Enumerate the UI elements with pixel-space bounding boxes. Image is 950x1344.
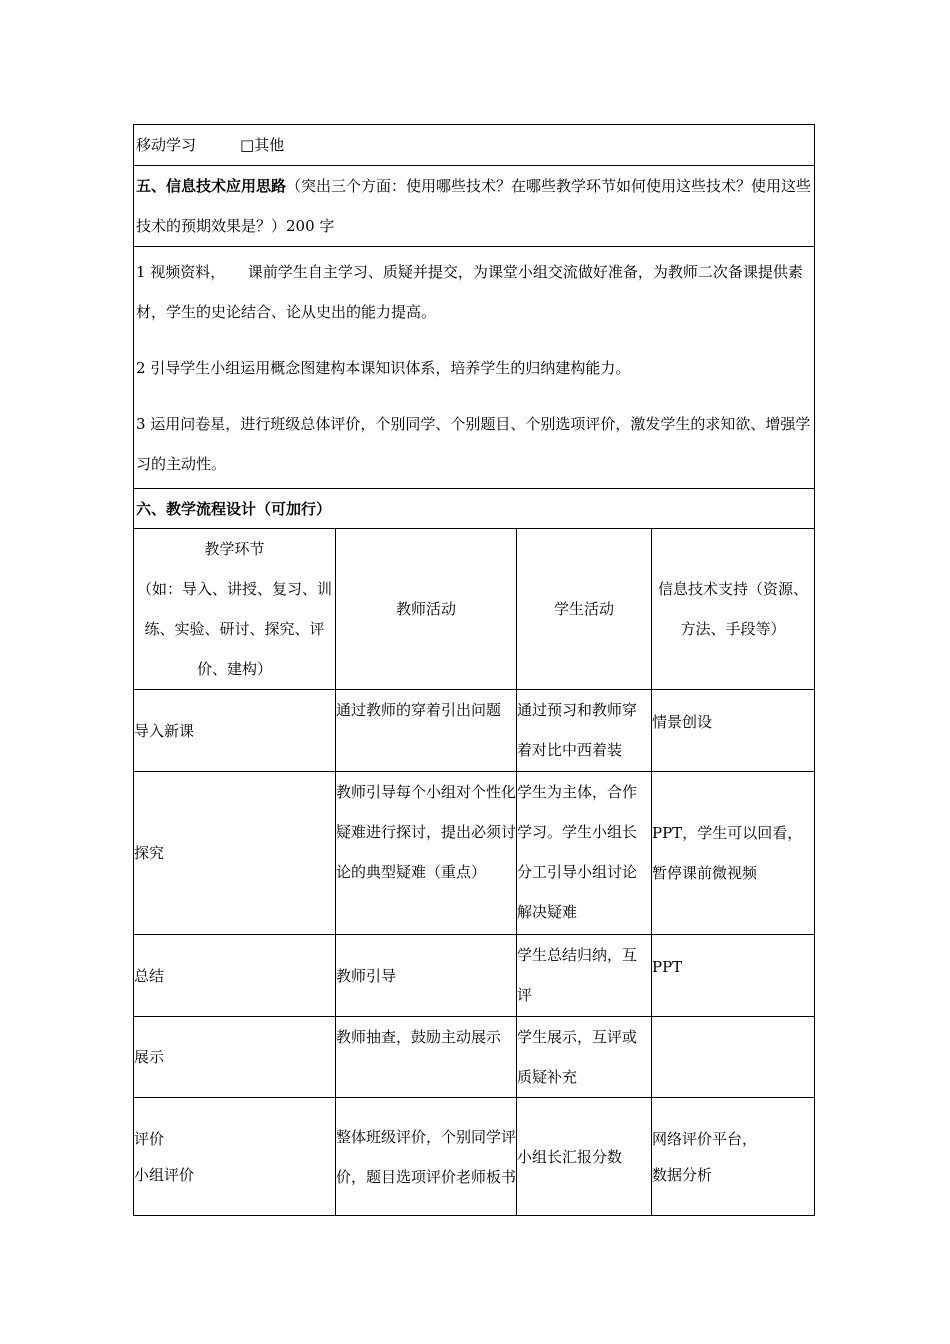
header-student-activity: 学生活动 <box>517 529 652 690</box>
top-row <box>134 125 815 166</box>
flow-header-row <box>134 529 815 690</box>
teacher-cell: 教师引导每个小组对个性化疑难进行探讨，提出必须讨论的典型疑难（重点） <box>336 772 517 935</box>
top-row-cell <box>134 125 815 166</box>
student-cell: 小组长汇报分数 <box>517 1098 652 1216</box>
section5-item-3: 3 运用问卷星，进行班级总体评价，个别同学、个别题目、个别选项评价，激发学生的求知欲、增强学习的主动性。 <box>136 414 811 473</box>
lesson-plan-table <box>133 124 815 1216</box>
stage-cell: 导入新课 <box>134 690 336 772</box>
header-teacher-activity: 教师活动 <box>336 529 517 690</box>
student-cell: 学生为主体，合作学习。学生小组长分工引导小组讨论解决疑难 <box>517 772 652 935</box>
student-cell: 学生展示，互评或质疑补充 <box>517 1017 652 1098</box>
section5-title-row <box>134 166 815 247</box>
header-tech-support: 信息技术支持（资源、方法、手段等） <box>652 529 815 690</box>
student-cell: 学生总结归纳，互评 <box>517 935 652 1017</box>
stage-cell: 总结 <box>134 935 336 1017</box>
section5-item-1: 1 视频资料， 课前学生自主学习、质疑并提交，为课堂小组交流做好准备，为教师二次备课提供素材，学生的史论结合、论从史出的能力提高。 <box>136 262 803 321</box>
teacher-cell: 通过教师的穿着引出问题 <box>336 690 517 772</box>
stage-cell: 展示 <box>134 1017 336 1098</box>
tech-cell: PPT，学生可以回看，暂停课前微视频 <box>652 772 815 935</box>
tech-cell: 网络评价平台， 数据分析 <box>652 1098 815 1216</box>
table-row <box>134 1098 815 1216</box>
section5-description: （突出三个方面：使用哪些技术？在哪些教学环节如何使用这些技术？使用这些技术的预期效果是？）200 字 <box>136 177 812 235</box>
section5-content-cell <box>134 247 815 489</box>
document-page <box>133 124 814 1216</box>
header-stage-title: 教学环节 <box>204 540 265 558</box>
section5-content-row <box>134 247 815 489</box>
mobile-learning-text: 移动学习 <box>136 136 197 154</box>
tech-cell: PPT <box>652 935 815 1017</box>
teacher-cell: 整体班级评价，个别同学评价，题目选项评价老师板书 <box>336 1098 517 1216</box>
stage-cell: 探究 <box>134 772 336 935</box>
table-row <box>134 772 815 935</box>
table-row <box>134 935 815 1017</box>
header-stage <box>134 529 336 690</box>
section5-title-cell <box>134 166 815 247</box>
section5-item-2: 2 引导学生小组运用概念图建构本课知识体系，培养学生的归纳建构能力。 <box>136 358 631 377</box>
teacher-cell: 教师引导 <box>336 935 517 1017</box>
other-checkbox-label: □其他 <box>240 136 285 154</box>
tech-cell <box>652 1017 815 1098</box>
table-row <box>134 690 815 772</box>
header-stage-examples: （如：导入、讲授、复习、训练、实验、研讨、探究、评价、建构） <box>136 580 332 678</box>
section6-title-row <box>134 489 815 529</box>
section6-title: 六、教学流程设计（可加行） <box>134 489 815 529</box>
table-row <box>134 1017 815 1098</box>
stage-cell: 评价 小组评价 <box>134 1098 336 1216</box>
teacher-cell: 教师抽查，鼓励主动展示 <box>336 1017 517 1098</box>
section5-title: 五、信息技术应用思路 <box>136 177 287 195</box>
tech-cell: 情景创设 <box>652 690 815 772</box>
student-cell: 通过预习和教师穿着对比中西着装 <box>517 690 652 772</box>
